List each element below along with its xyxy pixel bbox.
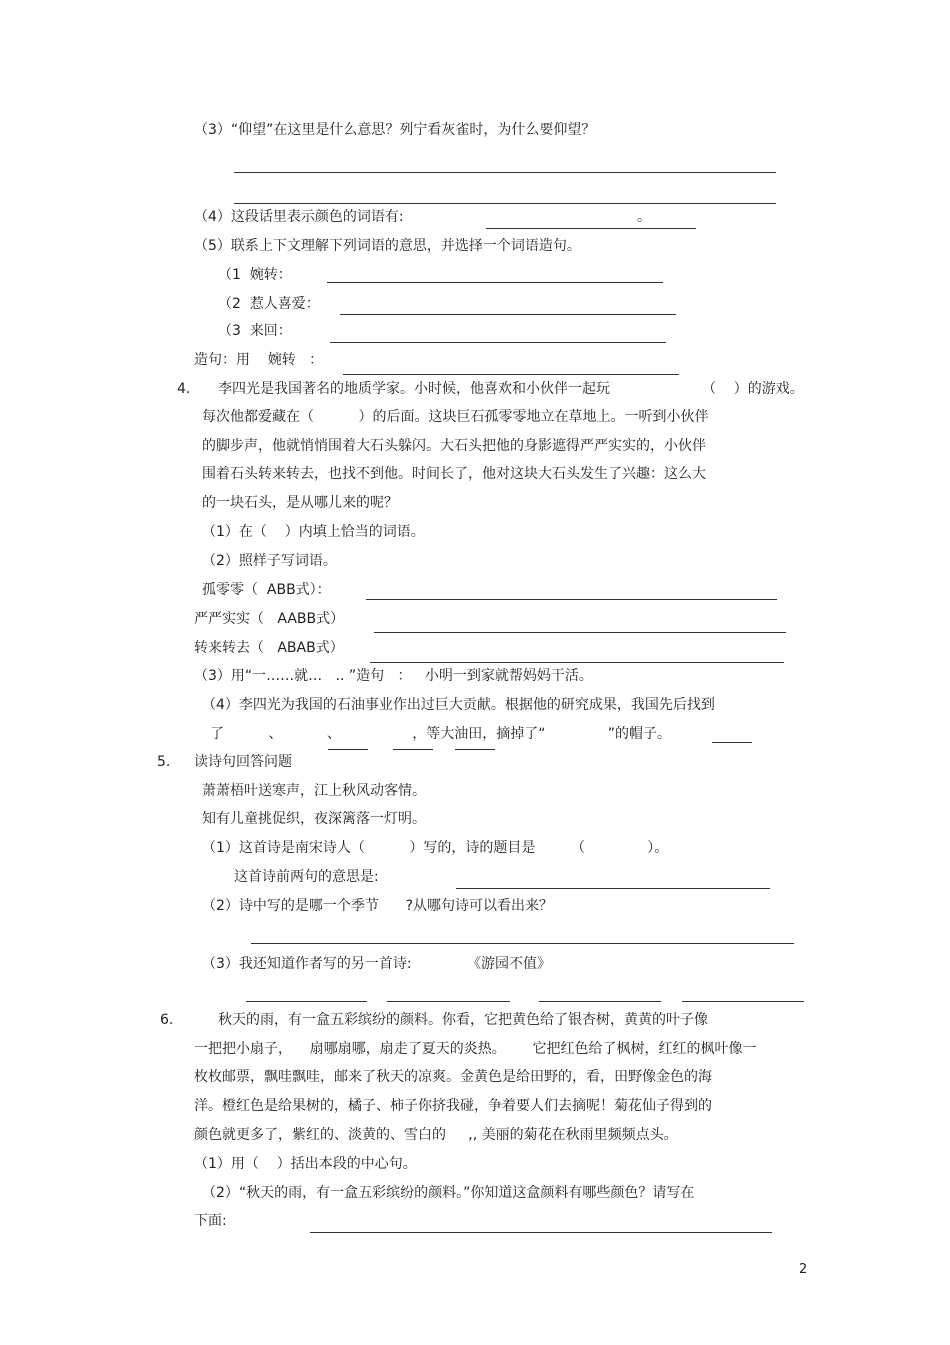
q3-word3: （3 来回： <box>218 323 292 339</box>
q6-sub2-cont: 下面: <box>194 1213 227 1229</box>
answer-line[interactable] <box>328 749 368 750</box>
q5-poem-line: 萧萧梧叶送寒声，江上秋风动客情。 <box>202 783 426 799</box>
q4-sub4-cont: 了 、 、 ，等大油田，摘掉了“ ”的帽子。 <box>210 726 672 742</box>
q3-item3: （3）“仰望”在这里是什么意思？列宁看灰雀时，为什么要仰望？ <box>194 122 596 138</box>
answer-line[interactable] <box>712 742 752 743</box>
q5-sub2: （2）诗中写的是哪一个季节 ?从哪句诗可以看出来？ <box>202 898 554 914</box>
answer-line[interactable] <box>682 1001 804 1002</box>
q5-title: 读诗句回答问题 <box>194 754 292 770</box>
q6-passage-line: 秋天的雨，有一盒五彩缤纷的颜料。你看，它把黄色给了银杏树，黄黄的叶子像 <box>218 1012 708 1028</box>
answer-line[interactable] <box>539 1001 661 1002</box>
q4-passage-line: 李四光是我国著名的地质学家。小时候，他喜欢和小伙伴一起玩 <box>218 381 610 397</box>
q4-passage-line: 每次他都爱藏在（ ）的后面。这块巨石孤零零地立在草地上。一听到小伙伴 <box>202 409 709 425</box>
q5-sub3-title: 《游园不值》 <box>467 956 551 972</box>
answer-line[interactable] <box>393 749 433 750</box>
q5-sub3: （3）我还知道作者写的另一首诗: <box>202 956 412 972</box>
q5-number: 5. <box>157 754 171 770</box>
q3-item4-end: 。 <box>637 209 651 225</box>
q6-sub1: （1）用（ ）括出本段的中心句。 <box>194 1156 417 1172</box>
answer-line[interactable] <box>246 1001 367 1002</box>
answer-line[interactable] <box>343 374 679 375</box>
q4-sub1: （1）在（ ）内填上恰当的词语。 <box>202 524 425 540</box>
answer-line[interactable] <box>330 342 666 343</box>
answer-line[interactable] <box>251 943 794 944</box>
q3-sentence: 造句：用 婉转 ： <box>194 352 324 368</box>
q6-sub2: （2）“秋天的雨，有一盒五彩缤纷的颜料。”你知道这盒颜料有哪些颜色？请写在 <box>202 1185 695 1201</box>
q4-abb: 孤零零（ ABB式）： <box>202 582 331 598</box>
page-number: 2 <box>799 1262 808 1277</box>
answer-line[interactable] <box>455 749 495 750</box>
q3-word2: （2 惹人喜爱： <box>218 296 320 312</box>
q6-passage-line: 枚枚邮票，飘哇飘哇，邮来了秋天的凉爽。金黄色是给田野的，看，田野像金色的海 <box>194 1069 712 1085</box>
q4-passage-line: 的脚步声，他就悄悄围着大石头躲闪。大石头把他的身影遮得严严实实的，小伙伴 <box>202 438 706 454</box>
q4-sub3: （3）用“一……就… .. ”造句 ： 小明一到家就帮妈妈干活。 <box>194 668 593 684</box>
q3-item5: （5）联系上下文理解下列词语的意思，并选择一个词语造句。 <box>194 238 581 254</box>
q5-sub1: （1）这首诗是南宋诗人（ ）写的，诗的题目是 （ ）。 <box>202 840 669 856</box>
answer-line[interactable] <box>387 1001 510 1002</box>
answer-line[interactable] <box>234 172 776 173</box>
q4-abab: 转来转去（ ABAB式） <box>194 640 344 656</box>
q6-passage-line: 颜色就更多了，紫红的、淡黄的、雪白的 ,, 美丽的菊花在秋雨里频频点头。 <box>194 1127 678 1143</box>
answer-line[interactable] <box>310 1232 772 1233</box>
q4-number: 4. <box>177 381 191 397</box>
q5-meaning: 这首诗前两句的意思是: <box>234 869 379 885</box>
answer-line[interactable] <box>327 282 663 283</box>
q4-passage-blank: （ ）的游戏。 <box>702 381 804 397</box>
q6-passage-line: 一把把小扇子， 扇哪扇哪，扇走了夏天的炎热。 它把红色给了枫树，红红的枫叶像一 <box>194 1041 757 1057</box>
answer-line[interactable] <box>370 662 784 663</box>
q3-item4: （4）这段话里表示颜色的词语有: <box>194 209 404 225</box>
q4-aabb: 严严实实（ AABB式） <box>194 611 345 627</box>
q5-poem-line: 知有儿童挑促织，夜深篱落一灯明。 <box>202 811 426 827</box>
q6-number: 6. <box>160 1012 174 1028</box>
answer-line[interactable] <box>366 599 777 600</box>
q3-word1: （1 婉转： <box>218 267 292 283</box>
answer-line[interactable] <box>340 314 676 315</box>
q4-sub4: （4）李四光为我国的石油事业作出过巨大贡献。根据他的研究成果，我国先后找到 <box>202 697 715 713</box>
answer-line[interactable] <box>486 228 696 229</box>
q4-passage-line: 围着石头转来转去，也找不到他。时间长了，他对这块大石头发生了兴趣：这么大 <box>202 466 706 482</box>
answer-line[interactable] <box>456 888 770 889</box>
answer-line[interactable] <box>234 203 776 204</box>
q6-passage-line: 洋。橙红色是给果树的，橘子、柿子你挤我碰，争着要人们去摘呢！菊花仙子得到的 <box>194 1098 712 1114</box>
q4-sub2: （2）照样子写词语。 <box>202 553 337 569</box>
q4-passage-line: 的一块石头，是从哪儿来的呢？ <box>202 495 398 511</box>
answer-line[interactable] <box>374 632 786 633</box>
